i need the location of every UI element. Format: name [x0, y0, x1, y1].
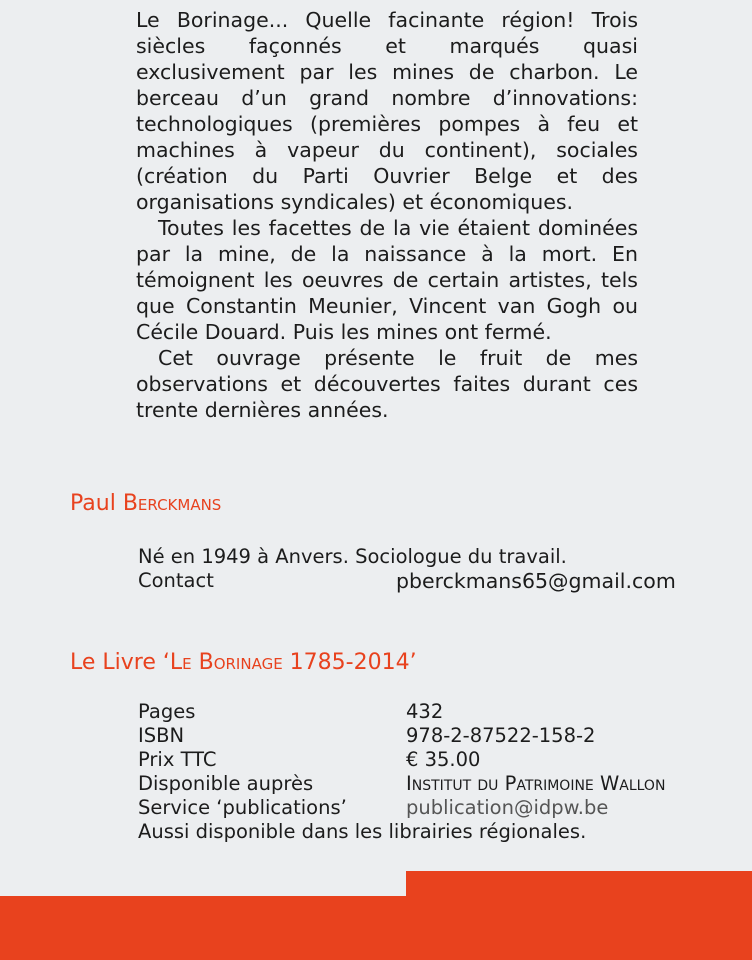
intro-paragraph: Toutes les facettes de la vie étaient dominées par la mine, de la naissance à la mort. En témoignent les oeuvres de certain artistes, tels que Constantin Meunier, Vincent van Gogh ou Cécile Douard. Puis les mines ont fermé.	[136, 216, 638, 344]
detail-label: Service ‘publications’	[138, 796, 347, 819]
availability-note: Aussi disponible dans les librairies régionales.	[138, 820, 587, 843]
detail-label: Prix TTC	[138, 748, 217, 771]
book-heading-title: ‘Le Borinage 1785-2014’	[162, 650, 417, 675]
detail-row-availability	[138, 772, 666, 796]
contact-email-link[interactable]: pberckmans65@gmail.com	[396, 569, 676, 593]
contact-label: Contact	[138, 569, 214, 592]
book-details	[138, 700, 666, 844]
author-heading	[70, 491, 221, 516]
footer-band	[0, 896, 752, 960]
detail-row-price	[138, 748, 586, 772]
detail-label: Pages	[138, 700, 196, 723]
detail-value: 432	[406, 700, 444, 723]
author-bio: Né en 1949 à Anvers. Sociologue du travail.	[138, 545, 567, 568]
detail-value: 978-2-87522-158-2	[406, 724, 596, 747]
detail-value-publisher: Institut du Patrimoine Wallon	[406, 772, 666, 795]
detail-label: ISBN	[138, 724, 185, 747]
intro-text	[136, 7, 638, 423]
author-first-name: Paul	[70, 491, 116, 516]
book-heading-prefix: Le Livre	[70, 650, 156, 675]
detail-row-service	[138, 796, 609, 820]
intro-paragraph: Le Borinage... Quelle facinante région! Trois siècles façonnés et marqués quasi exclusivement par les mines de charbon. Le berceau d’un grand nombre d’innovations: technologiques (premières pompes à feu et machines à vapeur du continent), sociales (création du Parti Ouvrier Belge et des organisations syndicales) et économiques.	[136, 8, 638, 214]
detail-row-pages	[138, 700, 586, 724]
book-heading	[70, 650, 417, 675]
author-contact-row	[138, 569, 676, 593]
intro-paragraph: Cet ouvrage présente le fruit de mes observations et découvertes faites durant ces trente dernières années.	[136, 346, 638, 422]
author-info	[138, 545, 676, 593]
publication-email-link[interactable]: publication@idpw.be	[406, 796, 609, 819]
detail-label: Disponible auprès	[138, 772, 314, 795]
author-last-name: Berckmans	[122, 491, 222, 516]
detail-value: € 35.00	[406, 748, 481, 771]
detail-row-isbn	[138, 724, 596, 748]
footer-band-tab	[406, 871, 752, 897]
